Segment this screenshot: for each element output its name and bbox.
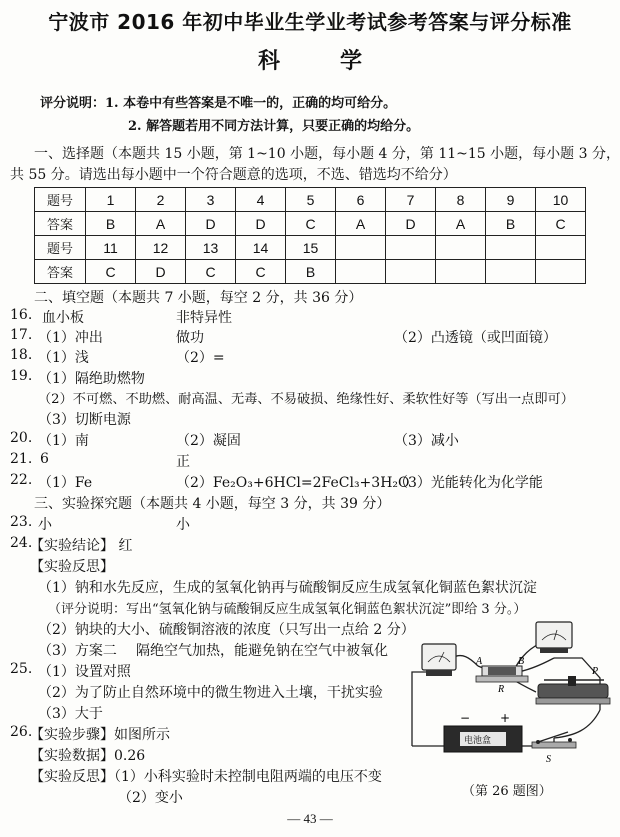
section2-heading: 二、填空题（本题共 7 小题，每空 2 分，共 36 分） xyxy=(34,290,363,306)
plus-sign: + xyxy=(500,711,511,725)
table-cell: 8 xyxy=(436,188,486,212)
q21-answer-a: 6 xyxy=(40,451,49,467)
table-cell: B xyxy=(286,260,336,284)
table-cell xyxy=(386,236,436,260)
q26-reflection-1: 【实验反思】（1）小科实验时未控制电阻两端的电压不变 xyxy=(30,769,382,785)
table-cell: 9 xyxy=(486,188,536,212)
section3-heading: 三、实验探究题（本题共 4 小题，每空 3 分，共 39 分） xyxy=(34,496,391,512)
q17-answer-c: （2）凸透镜（或凹面镜） xyxy=(394,330,557,346)
q20-answer-c: （3）减小 xyxy=(394,433,459,449)
label-r: R xyxy=(498,684,505,695)
table-cell: 5 xyxy=(286,188,336,212)
table-cell xyxy=(486,236,536,260)
q20-answer-a: （1）南 xyxy=(38,433,89,449)
q21-answer-b: 正 xyxy=(176,454,190,470)
table-cell: D xyxy=(386,212,436,236)
q26-reflection-2: （2）变小 xyxy=(118,790,183,806)
table-cell: 1 xyxy=(86,188,136,212)
table-cell: 10 xyxy=(536,188,586,212)
table-cell: B xyxy=(486,212,536,236)
q24-reflection-1-note: （评分说明：写出“氢氧化钠与硫酸铜反应生成氢氧化铜蓝色絮状沉淀”即给 3 分。） xyxy=(48,602,527,617)
q24-reflection-1: （1）钠和水先反应，生成的氢氧化钠再与硫酸铜反应生成氢氧化铜蓝色絮状沉淀 xyxy=(38,580,537,596)
circuit-diagram xyxy=(404,618,616,774)
page-number: — 43 — xyxy=(287,811,333,826)
table-cell: 6 xyxy=(336,188,386,212)
resistor-r xyxy=(476,666,528,682)
q16-answer-a: 血小板 xyxy=(42,310,84,326)
table-cell: 2 xyxy=(136,188,186,212)
q19-answer-a: （1）隔绝助燃物 xyxy=(38,371,145,387)
q23-answer-b: 小 xyxy=(176,517,190,533)
table-cell: 11 xyxy=(86,236,136,260)
q25-answer-b: （2）为了防止自然环境中的微生物进入土壤，干扰实验 xyxy=(38,685,383,701)
subject-title: 科学 xyxy=(257,48,422,74)
table-row-label: 题号 xyxy=(35,188,86,212)
q22-number: 22. xyxy=(10,472,33,488)
q24-reflection-3-label: （3）方案二 xyxy=(38,643,117,659)
table-cell: A xyxy=(136,212,186,236)
q19-answer-c: （3）切断电源 xyxy=(38,412,131,428)
table-row-a2 xyxy=(35,260,586,284)
q19-number: 19. xyxy=(10,368,33,384)
table-cell: 14 xyxy=(236,236,286,260)
q24-number: 24. xyxy=(10,535,33,551)
q16-number: 16. xyxy=(10,307,33,323)
q25-answer-c: （3）大于 xyxy=(38,706,103,722)
q18-number: 18. xyxy=(10,347,33,363)
q17-answer-a: （1）冲出 xyxy=(38,330,103,346)
section1-heading-line2: 共 55 分。请选出每小题中一个符合题意的选项，不选、错选均不给分） xyxy=(10,167,457,183)
table-cell xyxy=(536,260,586,284)
table-cell: D xyxy=(136,260,186,284)
page-title: 宁波市 2016 年初中毕业生学业考试参考答案与评分标准 xyxy=(48,10,572,34)
table-cell: 13 xyxy=(186,236,236,260)
q22-answer-b: （2）Fe₂O₃+6HCl=2FeCl₃+3H₂O xyxy=(176,475,410,491)
q17-number: 17. xyxy=(10,327,33,343)
q25-answer-a: （1）设置对照 xyxy=(38,664,131,680)
q26-steps: 【实验步骤】如图所示 xyxy=(30,727,170,743)
section1-heading-line1: 一、选择题（本题共 15 小题，第 1~10 小题，每小题 4 分，第 11~15 小题，每小题 3 分， xyxy=(34,146,620,162)
q21-number: 21. xyxy=(10,451,33,467)
ammeter xyxy=(422,644,456,676)
table-cell: 7 xyxy=(386,188,436,212)
answer-table xyxy=(34,187,586,284)
table-row-label: 答案 xyxy=(35,212,86,236)
label-s: S xyxy=(546,754,551,765)
q25-number: 25. xyxy=(10,661,33,677)
table-cell: C xyxy=(236,260,286,284)
scoring-note-2: 2. 解答题若用不同方法计算，只要正确的均给分。 xyxy=(128,119,420,134)
table-cell: 15 xyxy=(286,236,336,260)
label-a: A xyxy=(476,656,483,667)
table-cell: 3 xyxy=(186,188,236,212)
table-cell: C xyxy=(536,212,586,236)
q23-number: 23. xyxy=(10,514,33,530)
q16-answer-b: 非特异性 xyxy=(176,310,232,326)
table-row-label: 答案 xyxy=(35,260,86,284)
table-cell xyxy=(336,260,386,284)
table-row-q2 xyxy=(35,236,586,260)
table-cell xyxy=(536,236,586,260)
q20-answer-b: （2）凝固 xyxy=(176,433,241,449)
table-cell: D xyxy=(236,212,286,236)
table-cell xyxy=(386,260,436,284)
scoring-note-1: 评分说明：1. 本卷中有些答案是不唯一的，正确的均可给分。 xyxy=(40,96,397,111)
q23-answer-a: 小 xyxy=(38,517,52,533)
rheostat xyxy=(536,676,610,704)
battery-label: 电池盒 xyxy=(464,736,492,746)
q18-answer-b: （2）= xyxy=(176,350,225,366)
q24-conclusion: 【实验结论】 红 xyxy=(30,538,133,554)
label-b: B xyxy=(518,656,525,667)
table-row-q1 xyxy=(35,188,586,212)
table-cell xyxy=(486,260,536,284)
table-cell: C xyxy=(86,260,136,284)
q26-number: 26. xyxy=(10,724,33,740)
q24-reflection-3-text: 隔绝空气加热，能避免钠在空气中被氧化 xyxy=(136,643,388,659)
table-cell xyxy=(336,236,386,260)
q24-reflection-2: （2）钠块的大小、硫酸铜溶液的浓度（只写出一点给 2 分） xyxy=(38,622,415,638)
table-cell: D xyxy=(186,212,236,236)
figure-caption: （第 26 题图） xyxy=(462,784,552,799)
table-cell: C xyxy=(286,212,336,236)
q24-reflection-label: 【实验反思】 xyxy=(30,559,114,575)
table-cell: B xyxy=(86,212,136,236)
q18-answer-a: （1）浅 xyxy=(38,350,89,366)
q19-answer-b: （2）不可燃、不助燃、耐高温、无毒、不易破损、绝缘性好、柔软性好等（写出一点即可） xyxy=(38,392,574,407)
table-cell: 4 xyxy=(236,188,286,212)
q20-number: 20. xyxy=(10,430,33,446)
table-cell: A xyxy=(336,212,386,236)
q22-answer-a: （1）Fe xyxy=(38,475,93,491)
label-p: P xyxy=(592,666,599,677)
table-cell: A xyxy=(436,212,486,236)
q26-data: 【实验数据】0.26 xyxy=(30,748,146,764)
minus-sign: − xyxy=(460,711,471,725)
voltmeter xyxy=(536,622,572,653)
q22-answer-c: （3）光能转化为化学能 xyxy=(394,475,543,491)
table-cell: 12 xyxy=(136,236,186,260)
table-cell xyxy=(436,260,486,284)
table-row-a1 xyxy=(35,212,586,236)
table-row-label: 题号 xyxy=(35,236,86,260)
table-cell: C xyxy=(186,260,236,284)
q17-answer-b: 做功 xyxy=(176,330,204,346)
table-cell xyxy=(436,236,486,260)
